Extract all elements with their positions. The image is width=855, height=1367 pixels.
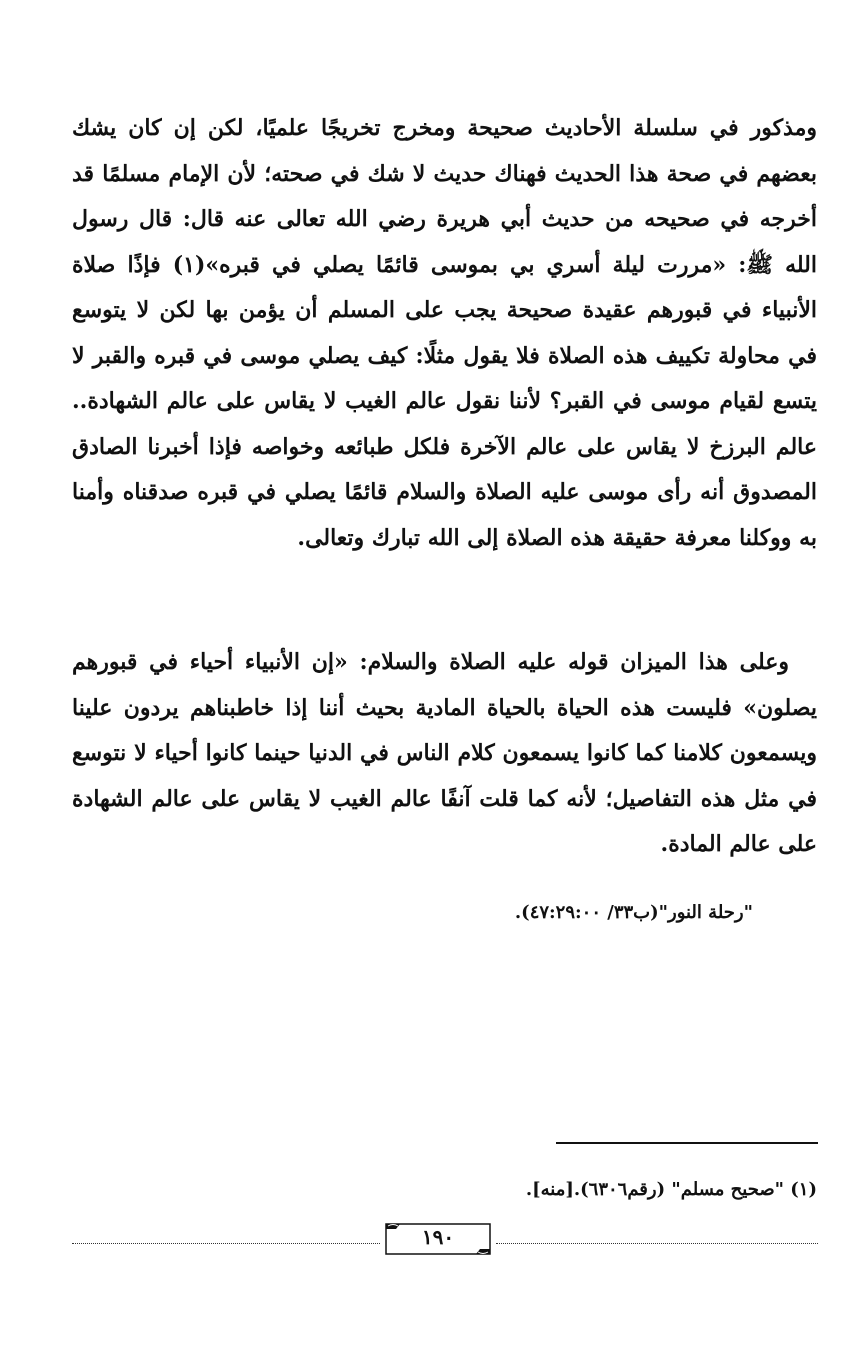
paragraph-2-text: وعلى هذا الميزان قوله عليه الصلاة والسلام: «إن الأنبياء أحياء في قبورهم يصلون» فليست هذه الحياة بالحياة المادية بحيث أننا إذا خاطبناهم يردون علينا ويسمعون كلامنا كما كانوا يسمعون كلام الناس في الدنيا حينما كانوا أحياء لا نتوسع في مثل هذه التفاصيل؛ لأنه كما قلت آنفًا عالم الغيب لا يقاس على عالم الشهادة على عالم المادة. — [72, 649, 817, 857]
page-number-frame — [382, 1220, 494, 1258]
paragraph-1 — [72, 106, 817, 561]
footnote: (١) "صحيح مسلم" (رقم٦٣٠٦).[منه]. — [525, 1179, 817, 1200]
paragraph-2 — [72, 640, 817, 868]
source-citation: "رحلة النور"(ب٣٣/ ٤٧:٢٩:٠٠). — [514, 902, 753, 923]
footer-dotted-line-right — [496, 1243, 818, 1244]
footer-dotted-line-left — [72, 1243, 380, 1244]
footnote-divider — [556, 1142, 818, 1144]
paragraph-1-text: ومذكور في سلسلة الأحاديث صحيحة ومخرج تخريجًا علميًا، لكن إن كان يشك بعضهم في صحة هذا الحديث فهناك حديث لا شك في صحته؛ لأن الإمام مسلمًا قد أخرجه في صحيحه من حديث أبي هريرة رضي الله تعالى عنه قال: قال رسول الله ﷺ: «مررت ليلة أسري بي بموسى قائمًا يصلي في قبره»(١) فإذًا صلاة الأنبياء في قبورهم عقيدة صحيحة يجب على المسلم أن يؤمن بها لكن لا يتوسع في محاولة تكييف هذه الصلاة فلا يقول مثلًا: كيف يصلي موسى في قبره والقبر لا يتسع لقيام موسى في القبر؟ لأننا نقول عالم الغيب لا يقاس على عالم الشهادة.. عالم البرزخ لا يقاس على عالم الآخرة فلكل طبائعه وخواصه فإذا أخبرنا الصادق المصدوق أنه رأى موسى عليه الصلاة والسلام قائمًا يصلي في قبره صدقناه وأمنا به ووكلنا معرفة حقيقة هذه الصلاة إلى الله تبارك وتعالى. — [72, 115, 817, 551]
page-number: ١٩٠ — [421, 1225, 455, 1249]
